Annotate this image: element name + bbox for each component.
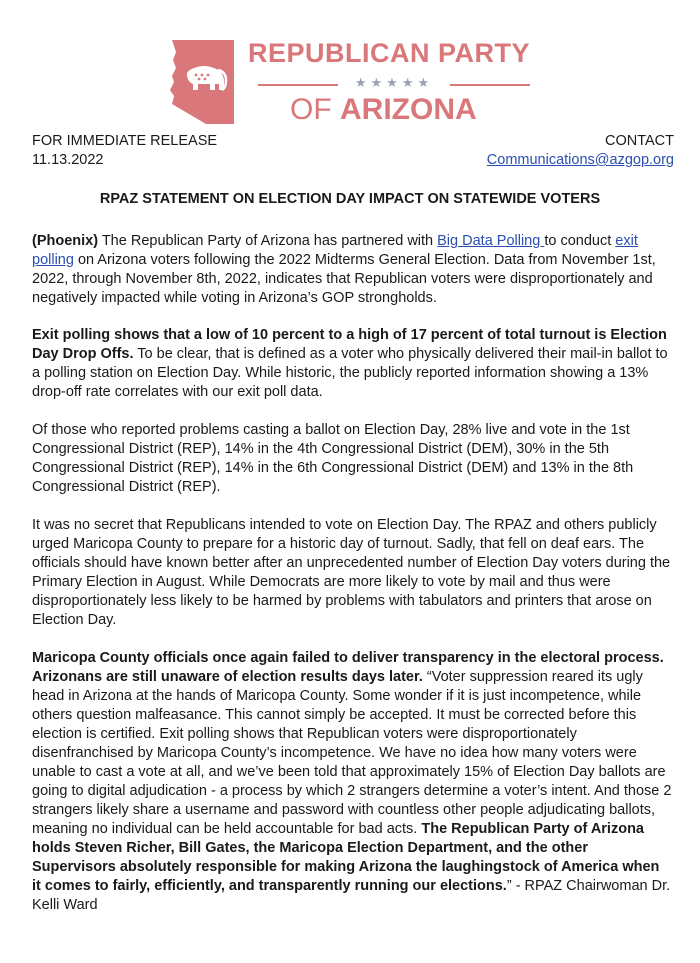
contact-label: CONTACT bbox=[604, 133, 674, 149]
paragraph-election-day: It was no secret that Republicans intended to vote on Election Day. The RPAZ and others publicly urged Maricopa County to prepare for a historic day of turnout. Sadly, that fell on deaf ears. The officials should have known better after an unprecedented number of Election Day voters during the Primary Election in August. While Democrats are more likely to vote by mail and thus were disproportionately less likely to be harmed by problems with tabulators and printers that arose on Election Day. bbox=[32, 517, 671, 628]
statement-headline: RPAZ STATEMENT ON ELECTION DAY IMPACT ON STATEWIDE VOTERS bbox=[99, 191, 601, 207]
statement-body bbox=[32, 232, 672, 934]
contact-info bbox=[487, 132, 674, 170]
release-date: 11.13.2022 bbox=[32, 152, 104, 168]
exit-polling-link[interactable]: exit polling bbox=[32, 233, 638, 268]
star-icons: ★★★★★ bbox=[354, 75, 434, 90]
paragraph-intro: (Phoenix) The Republican Party of Arizona has partnered with Big Data Polling to conduct exit polling on Arizona voters following the 2022 Midterms General Election. Data from November 1st, 2022, through November 8th, 2022, indicates that Republican voters were disproportionately and negatively impacted while voting in Arizona’s GOP strongholds. bbox=[32, 233, 656, 306]
logo-divider bbox=[258, 76, 530, 94]
party-logo bbox=[0, 32, 700, 124]
arizona-elephant-icon bbox=[168, 38, 238, 126]
logo-subtitle: OF ARIZONA bbox=[290, 93, 477, 126]
paragraph-drop-offs: Exit polling shows that a low of 10 percent to a high of 17 percent of total turnout is Election Day Drop Offs. To be clear, that is defined as a voter who physically delivered their mail-in ballot to a polling station on Election Day. While historic, the publicly reported information showing a 13% drop-off rate correlates with our exit poll data. bbox=[32, 327, 668, 400]
quote-attribution: ” - RPAZ Chairwoman Dr. Kelli Ward bbox=[32, 878, 671, 913]
paragraph-districts: Of those who reported problems casting a ballot on Election Day, 28% live and vote in the 1st Congressional District (REP), 14% in the 4th Congressional District (DEM), 30% in the 5th Congressional District (REP), 14% in the 6th Congressional District (DEM) and 13% in the 8th Congressional District (REP). bbox=[32, 422, 634, 495]
release-info bbox=[32, 132, 217, 170]
contact-email-link[interactable]: Communications@azgop.org bbox=[486, 152, 674, 168]
release-label: FOR IMMEDIATE RELEASE bbox=[32, 133, 218, 149]
paragraph-maricopa: Maricopa County officials once again failed to deliver transparency in the electoral process. Arizonans are still unaware of election results days later. “Voter suppression reared its ugly head in Arizona at the hands of Maricopa County. Some wonder if it is just incompetence, while others question malfeasance. This cannot simply be accepted. It must be corrected before this election is certified. Exit polling shows that Republican voters were disproportionately disenfranchised by Maricopa County’s incompetence. We have no idea how many voters were unable to cast a vote at all, and we’ve been told that approximately 15% of Election Day ballots are going to digital adjudication - a process by which 2 strangers determine a voter’s intent. And those 2 strangers likely share a username and password with countless other people adjudicating ballots, meaning no individual can be held accountable for bad acts. The Republican Party of Arizona holds Steven Richer, Bill Gates, the Maricopa Election Department, and the other Supervisors absolutely responsible for making Arizona the laughingstock of America when it comes to fairly, efficiently, and transparently running our elections.” - RPAZ Chairwoman Dr. Kelli Ward bbox=[32, 650, 672, 913]
logo-title: REPUBLICAN PARTY bbox=[248, 38, 531, 68]
big-data-polling-link[interactable]: Big Data Polling bbox=[437, 233, 545, 249]
